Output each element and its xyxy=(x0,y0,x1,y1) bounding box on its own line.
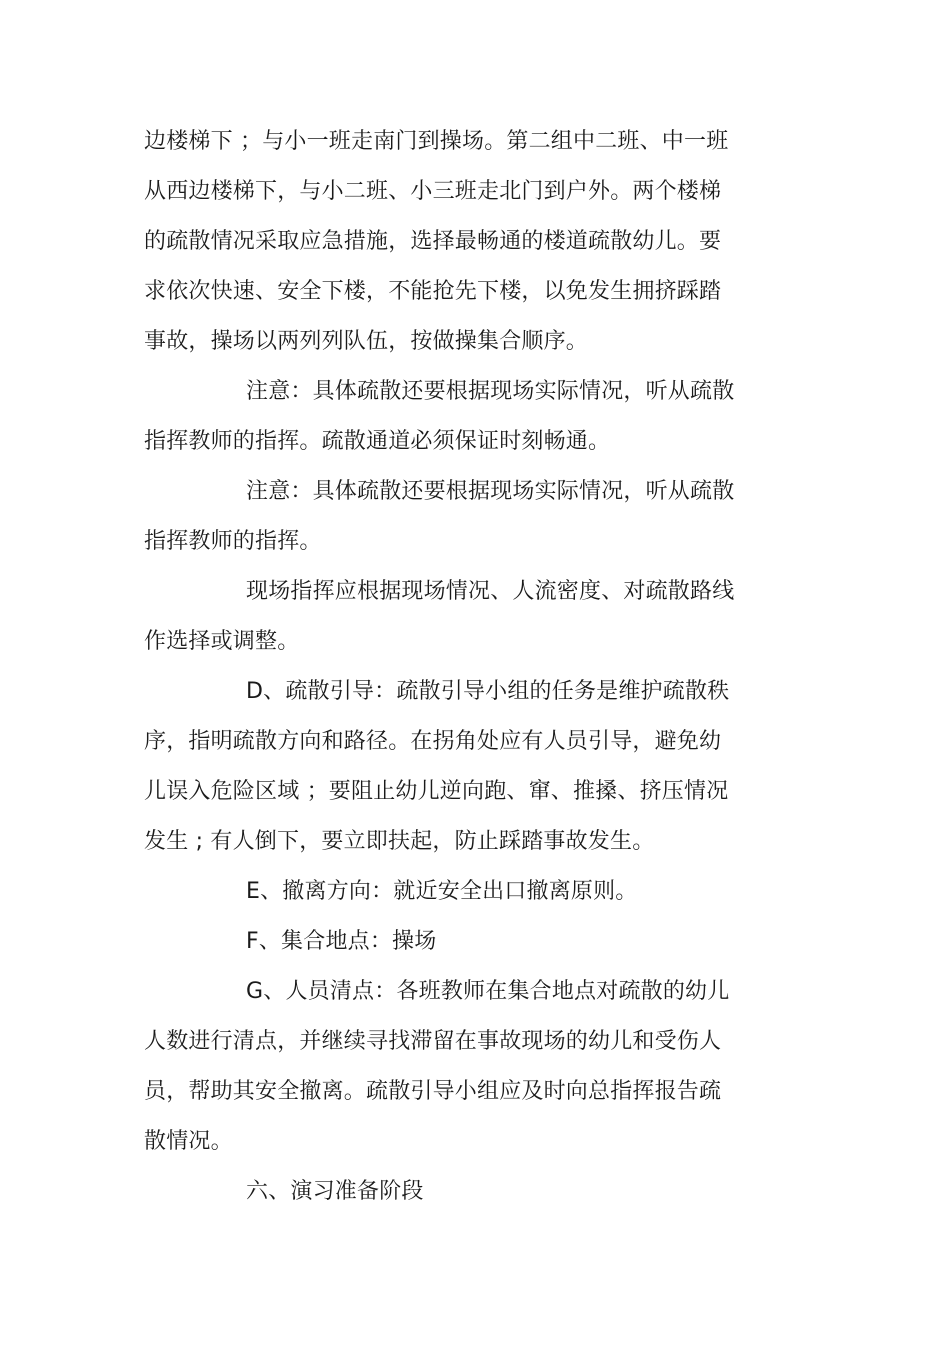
text-line: 求依次快速、安全下楼，不能抢先下楼，以免发生拥挤踩踏 xyxy=(144,279,722,304)
section-six-heading: 六、演习准备阶段 xyxy=(246,1179,424,1204)
text-line: 事故，操场以两列列队伍，按做操集合顺序。 xyxy=(144,329,589,354)
text-line: 从西边楼梯下，与小二班、小三班走北门到户外。两个楼梯 xyxy=(144,179,722,204)
paragraph-start-line: 现场指挥应根据现场情况、人流密度、对疏散路线 xyxy=(246,579,735,604)
text-line: 员，帮助其安全撤离。疏散引导小组应及时向总指挥报告疏 xyxy=(144,1079,722,1104)
text-line: 的疏散情况采取应急措施，选择最畅通的楼道疏散幼儿。要 xyxy=(144,229,722,254)
text-line: 散情况。 xyxy=(144,1129,233,1154)
text-line: 人数进行清点，并继续寻找滞留在事故现场的幼儿和受伤人 xyxy=(144,1029,722,1054)
text-line: 指挥教师的指挥。 xyxy=(144,529,322,554)
section-d-heading: D、疏散引导：疏散引导小组的任务是维护疏散秩 xyxy=(246,679,730,704)
text-line: 序，指明疏散方向和路径。在拐角处应有人员引导，避免幼 xyxy=(144,729,722,754)
paragraph-start-line: 注意：具体疏散还要根据现场实际情况，听从疏散 xyxy=(246,479,735,504)
section-e-heading: E、撤离方向：就近安全出口撤离原则。 xyxy=(246,879,638,904)
section-f-heading: F、集合地点：操场 xyxy=(246,929,437,954)
document-body xyxy=(144,117,756,1217)
text-line: 儿误入危险区域 ；要阻止幼儿逆向跑、窜、推搡、挤压情况 xyxy=(144,779,729,804)
text-line: 边楼梯下 ；与小一班走南门到操场。第二组中二班、中一班 xyxy=(144,129,729,154)
text-line: 发生 ; 有人倒下，要立即扶起，防止踩踏事故发生。 xyxy=(144,829,655,854)
paragraph-start-line: 注意：具体疏散还要根据现场实际情况，听从疏散 xyxy=(246,379,735,404)
text-line: 作选择或调整。 xyxy=(144,629,300,654)
section-g-heading: G、人员清点：各班教师在集合地点对疏散的幼儿 xyxy=(246,979,730,1004)
text-line: 指挥教师的指挥。疏散通道必须保证时刻畅通。 xyxy=(144,429,611,454)
